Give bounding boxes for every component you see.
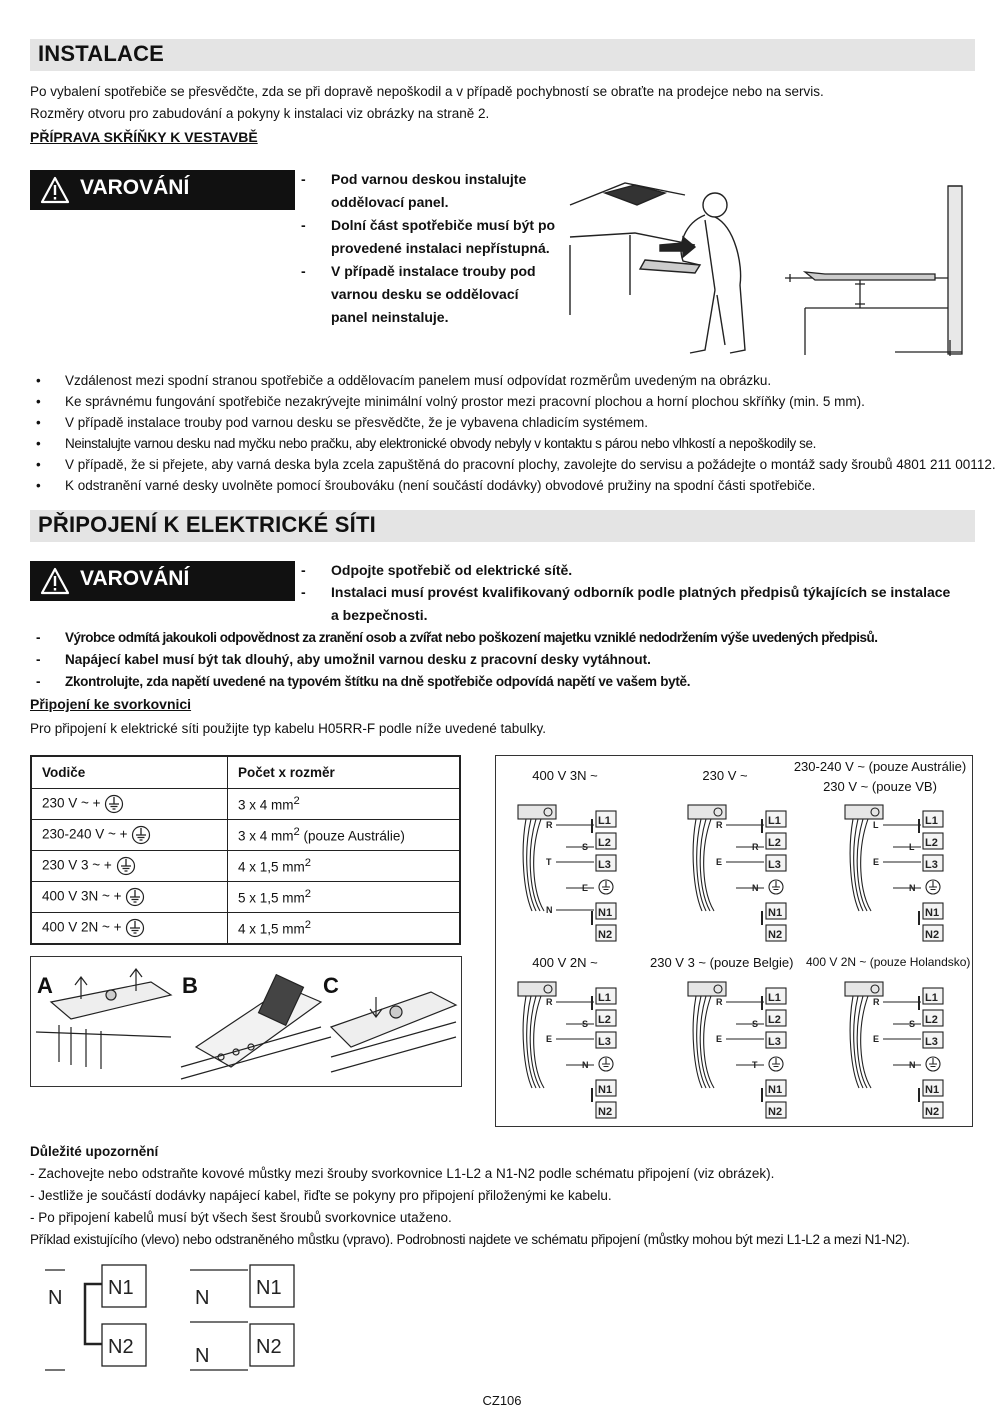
- bridge-n-label: N: [195, 1287, 210, 1309]
- terminal-label: N2: [925, 929, 940, 941]
- warning-icon: [40, 176, 70, 204]
- table-cell: 4 x 1,5 $mm^2$: [228, 913, 461, 945]
- wiring-title: 230 V ~: [702, 768, 748, 783]
- wiring-title: 400 V 2N ~ (pouze Holandsko): [806, 955, 971, 969]
- cable-table: [30, 755, 461, 945]
- wire-label: E: [582, 883, 589, 893]
- wire-label: E: [716, 1034, 723, 1044]
- terminal-label: L2: [768, 837, 781, 849]
- wiring-title: 230-240 V ~ (pouze Austrálie) 230 V ~ (pouze VB): [793, 759, 967, 794]
- page-number: CZ106: [482, 1393, 522, 1408]
- section-header-electrical: [30, 510, 975, 542]
- warning-banner: [30, 561, 295, 601]
- wire-label: E: [546, 1034, 553, 1044]
- step-label-a: A: [37, 973, 53, 998]
- table-row: [31, 851, 460, 882]
- wire-label: S: [909, 1019, 916, 1029]
- wire-label: E: [873, 1034, 880, 1044]
- bridge-n2-label: N2: [108, 1336, 134, 1358]
- wire-label: N: [909, 1060, 916, 1070]
- ground-icon: [116, 858, 136, 873]
- electric-warning-item: - Odpojte spotřebič od elektrické sítě.: [301, 562, 573, 578]
- table-row: [31, 882, 460, 913]
- warning-label: VAROVÁNÍ: [80, 567, 190, 590]
- terminal-label: N1: [598, 1084, 613, 1096]
- wire-label: L: [873, 820, 879, 830]
- table-cell: 230 V ~ +: [31, 789, 228, 820]
- terminal-intro: Pro připojení k elektrické síti použijte typ kabelu H05RR-F podle níže uvedené tabulky.: [30, 721, 547, 736]
- wire-label: L: [909, 842, 915, 852]
- table-row: [31, 820, 460, 851]
- wire-label: N: [752, 883, 759, 893]
- terminal-label: L1: [768, 992, 781, 1004]
- warning-item: - V případě instalace trouby pod varnou desku se oddělovací panel neinstaluje.: [301, 263, 536, 325]
- wiring-diagram: [510, 803, 622, 943]
- table-cell: 230-240 V ~ +: [31, 820, 228, 851]
- warning-item: - Pod varnou deskou instalujte oddělovací panel.: [301, 171, 527, 210]
- bridge-n-label: N: [195, 1345, 210, 1367]
- terminal-label: L1: [925, 815, 938, 827]
- ground-icon: [125, 889, 145, 904]
- table-row: [31, 913, 460, 945]
- wire-label: S: [582, 842, 589, 852]
- step-label-b: B: [182, 973, 198, 998]
- wiring-title: 400 V 3N ~: [532, 768, 598, 783]
- terminal-label: N1: [925, 907, 940, 919]
- terminal-label: L3: [768, 1036, 781, 1048]
- table-cell: 230 V 3 ~ +: [31, 851, 228, 882]
- important-note: - Jestliže je součástí dodávky napájecí kabel, řiďte se pokyny pro připojení přiloženými ke kabelu.: [30, 1188, 612, 1203]
- wiring-diagram: [837, 803, 949, 943]
- ground-icon: [131, 827, 151, 842]
- terminal-label: N2: [598, 929, 613, 941]
- bridge-n2-label: N2: [256, 1336, 282, 1358]
- wiring-diagram: [680, 980, 792, 1120]
- wiring-title: 400 V 2N ~: [532, 955, 598, 970]
- wiring-title: 230 V 3 ~ (pouze Belgie): [650, 955, 794, 970]
- important-note: - Po připojení kabelů musí být všech šest šroubů svorkovnice utaženo.: [30, 1210, 452, 1225]
- table-row: [31, 789, 460, 820]
- bridge-n1-label: N1: [256, 1277, 282, 1299]
- terminal-label: N2: [925, 1106, 940, 1118]
- table-cell: 3 x 4 $mm^2$ (pouze Austrálie): [228, 820, 461, 851]
- wire-label: R: [752, 842, 759, 852]
- wire-label: T: [546, 857, 552, 867]
- section-header-installation: [30, 39, 975, 71]
- table-cell: 400 V 2N ~ +: [31, 913, 228, 945]
- terminal-label: L2: [768, 1014, 781, 1026]
- installation-person-illustration: [565, 165, 755, 360]
- install-intro-1: Po vybalení spotřebiče se přesvědčte, zda se při dopravě nepoškodil a v případě pochybností se obraťte na prodejce nebo na servis.: [30, 84, 824, 99]
- terminal-label: L2: [598, 837, 611, 849]
- terminal-label: L1: [925, 992, 938, 1004]
- bridge-n1-label: N1: [108, 1277, 134, 1299]
- wire-label: N: [582, 1060, 589, 1070]
- table-cell: 5 x 1,5 $mm^2$: [228, 882, 461, 913]
- section-title: INSTALACE: [38, 41, 165, 66]
- terminal-label: L1: [768, 815, 781, 827]
- wire-label: R: [546, 997, 553, 1007]
- wiring-diagram: [837, 980, 949, 1120]
- terminal-label: N2: [768, 1106, 783, 1118]
- terminal-label: L3: [598, 859, 611, 871]
- bridge-examples-illustration: [40, 1262, 310, 1372]
- mounting-steps-illustration: [30, 956, 462, 1087]
- terminal-label: N1: [598, 907, 613, 919]
- terminal-label: L1: [598, 815, 611, 827]
- terminal-label: N1: [925, 1084, 940, 1096]
- wire-label: E: [716, 857, 723, 867]
- wire-label: N: [546, 905, 553, 915]
- table-header-cell: Vodiče: [31, 756, 228, 789]
- warning-icon: [40, 567, 70, 595]
- terminal-label: L3: [925, 1036, 938, 1048]
- important-note: Příklad existujícího (vlevo) nebo odstraněného můstku (vpravo). Podrobnosti najdete ve schématu připojení (můstky mohou být mezi L1-L2 a mezi N1-N2).: [30, 1232, 910, 1247]
- terminal-label: L1: [598, 992, 611, 1004]
- wire-label: E: [873, 857, 880, 867]
- table-header-row: [31, 756, 460, 789]
- terminal-label: N2: [598, 1106, 613, 1118]
- cabinet-cross-section-illustration: [785, 180, 975, 360]
- table-header-cell: Počet x rozměr: [228, 756, 461, 789]
- wire-label: S: [582, 1019, 589, 1029]
- terminal-label: L2: [925, 1014, 938, 1026]
- terminal-block-drawings: [31, 957, 461, 1086]
- important-note: - Zachovejte nebo odstraňte kovové můstky mezi šrouby svorkovnice L1-L2 a N1-N2 podle schématu připojení (viz obrázek).: [30, 1166, 775, 1181]
- wire-label: S: [752, 1019, 759, 1029]
- step-label-c: C: [323, 973, 339, 998]
- terminal-label: N2: [768, 929, 783, 941]
- terminal-heading: Připojení ke svorkovnici: [30, 696, 192, 712]
- terminal-label: L2: [598, 1014, 611, 1026]
- electric-warning-item: - Instalaci musí provést kvalifikovaný odborník podle platných předpisů týkajících se instalace a bezpečnosti.: [301, 584, 951, 623]
- section-title: PŘIPOJENÍ K ELEKTRICKÉ SÍTI: [38, 512, 376, 537]
- warning-banner: [30, 170, 295, 210]
- terminal-label: L3: [598, 1036, 611, 1048]
- ground-icon: [104, 796, 124, 811]
- wire-label: R: [873, 997, 880, 1007]
- install-intro-2: Rozměry otvoru pro zabudování a pokyny k instalaci viz obrázky na straně 2.: [30, 106, 490, 121]
- table-cell: 3 x 4 $mm^2$: [228, 789, 461, 820]
- terminal-label: L3: [925, 859, 938, 871]
- important-heading: Důležité upozornění: [30, 1144, 159, 1159]
- terminal-label: N1: [768, 1084, 783, 1096]
- table-cell: 400 V 3N ~ +: [31, 882, 228, 913]
- wiring-diagram: [680, 803, 792, 943]
- warning-label: VAROVÁNÍ: [80, 176, 190, 199]
- terminal-label: L2: [925, 837, 938, 849]
- bridge-n-label: N: [48, 1287, 63, 1309]
- warning-item: - Dolní část spotřebiče musí být po provedené instalaci nepřístupná.: [301, 217, 556, 256]
- wire-label: T: [752, 1060, 758, 1070]
- wiring-diagram: [510, 980, 622, 1120]
- ground-icon: [125, 920, 145, 935]
- table-cell: 4 x 1,5 $mm^2$: [228, 851, 461, 882]
- wire-label: N: [909, 883, 916, 893]
- cabinet-heading: PŘÍPRAVA SKŘÍŇKY K VESTAVBĚ: [30, 129, 258, 145]
- terminal-label: L3: [768, 859, 781, 871]
- terminal-label: N1: [768, 907, 783, 919]
- wire-label: R: [716, 997, 723, 1007]
- wire-label: R: [546, 820, 553, 830]
- wire-label: R: [716, 820, 723, 830]
